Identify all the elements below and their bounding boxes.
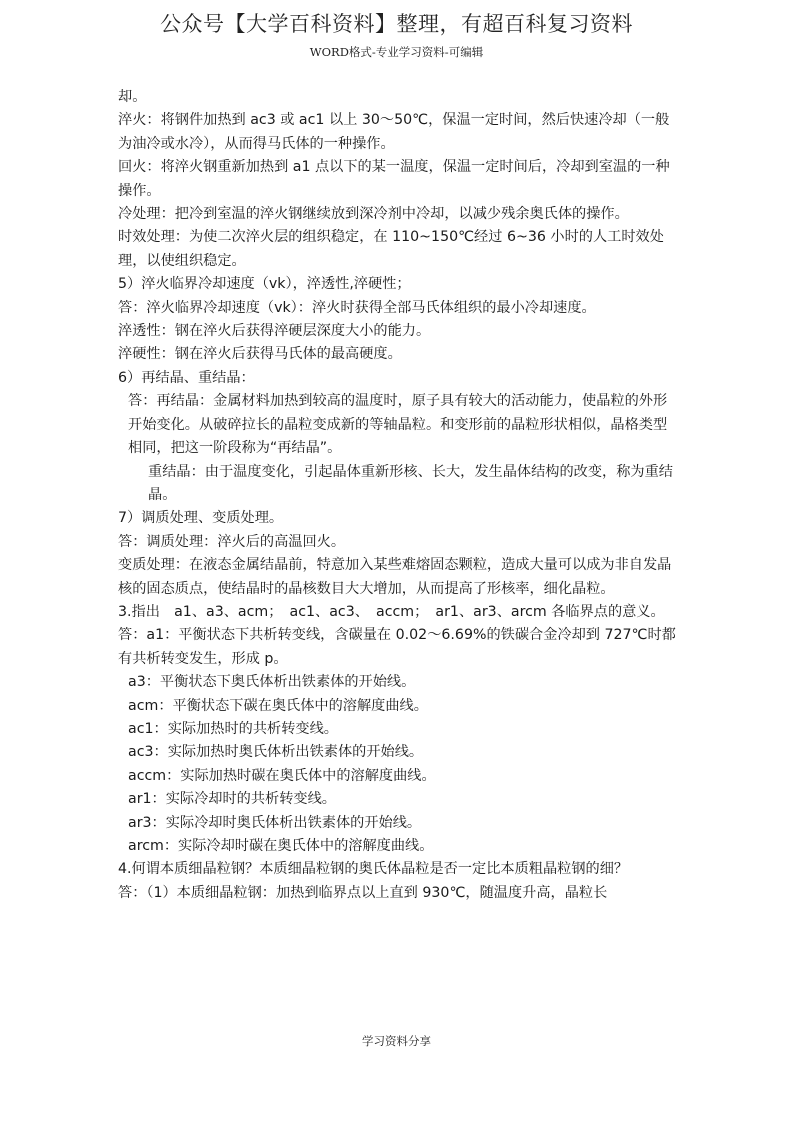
paragraph-quenching: 淬火：将钢件加热到 ac3 或 ac1 以上 30～50℃，保温一定时间，然后快速冷却（一般为油冷或水冷），从而得马氏体的一种操作。: [118, 112, 670, 152]
page-footer: 学习资料分享: [362, 1034, 431, 1048]
paragraph-tempering: 回火：将淬火钢重新加热到 a1 点以下的某一温度，保温一定时间后，冷却到室温的一种操作。: [118, 159, 670, 199]
answer-3-a3: a3：平衡状态下奥氏体析出铁素体的开始线。: [128, 674, 416, 691]
answer-4-part-1: 答：（1）本质细晶粒钢：加热到临界点以上直到 930℃，随温度升高，晶粒长: [118, 884, 608, 901]
answer-7-quench-temper: 答：调质处理：淬火后的高温回火。: [118, 533, 346, 550]
question-4: 4.何谓本质细晶粒钢？本质细晶粒钢的奥氏体晶粒是否一定比本质粗晶粒钢的细？: [118, 861, 629, 878]
paragraph-cold-treatment: 冷处理：把冷到室温的淬火钢继续放到深冷剂中冷却，以减少残余奥氏体的操作。: [118, 206, 629, 223]
page-header-title: 公众号【大学百科资料】整理，有超百科复习资料: [160, 12, 633, 36]
answer-6-recrystallization: 答：再结晶：金属材料加热到较高的温度时，原子具有较大的活动能力，使晶粒的外形开始变化。从破碎拉长的晶粒变成新的等轴晶粒。和变形前的晶粒形状相似，晶格类型相同，把这一阶段称为“再结晶”。: [128, 393, 668, 457]
document-body: [118, 86, 678, 905]
question-5: 5）淬火临界冷却速度（vk），淬透性,淬硬性；: [118, 276, 411, 293]
question-3: 3.指出 a1、a3、acm； ac1、ac3、 accm； ar1、ar3、arcm 各临界点的意义。: [118, 603, 665, 620]
question-7: 7）调质处理、变质处理。: [118, 510, 284, 527]
answer-3-accm: accm：实际加热时碳在奥氏体中的溶解度曲线。: [128, 767, 436, 784]
paragraph: 却。: [118, 89, 147, 105]
answer-3-acm: acm：平衡状态下碳在奥氏体中的溶解度曲线。: [128, 697, 428, 714]
answer-5-vk: 答：淬火临界冷却速度（vk）：淬火时获得全部马氏体组织的最小冷却速度。: [118, 299, 596, 316]
answer-3-ar3: ar3：实际冷却时奥氏体析出铁素体的开始线。: [128, 814, 422, 831]
answer-3-a1: 答：a1：平衡状态下共析转变线，含碳量在 0.02～6.69%的铁碳合金冷却到 727℃时都有共析转变发生，形成 p。: [118, 627, 676, 667]
answer-3-ar1: ar1：实际冷却时的共析转变线。: [128, 791, 336, 808]
answer-5-hardenability: 淬透性：钢在淬火后获得淬硬层深度大小的能力。: [118, 323, 431, 340]
answer-3-ac1: ac1：实际加热时的共析转变线。: [128, 720, 338, 737]
answer-5-hardening-capacity: 淬硬性：钢在淬火后获得马氏体的最高硬度。: [118, 346, 402, 363]
answer-6-recrystallization-phase: 重结晶：由于温度变化，引起晶体重新形核、长大，发生晶体结构的改变，称为重结晶。: [148, 463, 673, 503]
page-header-subtitle: WORD格式-专业学习资料-可编辑: [309, 45, 484, 59]
answer-3-arcm: arcm：实际冷却时碳在奥氏体中的溶解度曲线。: [128, 838, 434, 854]
question-6: 6）再结晶、重结晶：: [118, 369, 255, 386]
paragraph-aging: 时效处理：为使二次淬火层的组织稳定，在 110~150℃经过 6~36 小时的人工时效处理，以使组织稳定。: [118, 229, 664, 269]
answer-7-modification: 变质处理：在液态金属结晶前，特意加入某些难熔固态颗粒，造成大量可以成为非自发晶核的固态质点，使结晶时的晶核数目大大增加，从而提高了形核率，细化晶粒。: [118, 557, 672, 597]
answer-3-ac3: ac3：实际加热时奥氏体析出铁素体的开始线。: [128, 744, 424, 761]
